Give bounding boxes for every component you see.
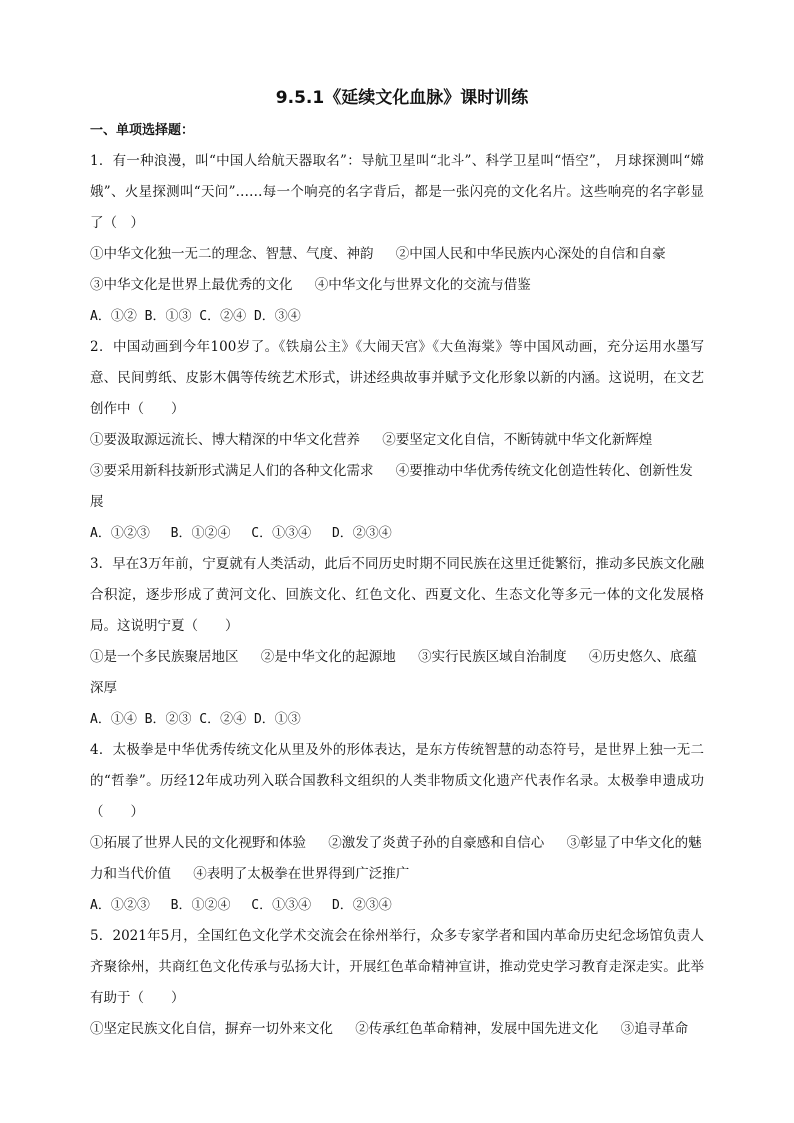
question-1 (90, 146, 704, 332)
option-statement: ③实行民族区域自治制度 (418, 649, 567, 665)
option-statement: ②传承红色革命精神，发展中国先进文化 (355, 1021, 599, 1037)
option-line (90, 828, 704, 890)
question-stem: 5．2021年5月，全国红色文化学术交流会在徐州举行，众多专家学者和国内革命历史纪念场馆负责人齐聚徐州，共商红色文化传承与弘扬大计，开展红色革命精神宣讲，推动党史学习教育走深走实。此举有助于（ ） (90, 928, 704, 1006)
option-statement: ①是一个多民族聚居地区 (90, 649, 239, 665)
option-statement: ②中国人民和中华民族内心深处的自信和自豪 (395, 246, 666, 262)
answer-choices: A．①②③ B．①②④ C．①③④ D．②③④ (90, 898, 392, 913)
option-line (90, 1014, 704, 1045)
option-statement: ④表明了太极拳在世界得到广泛推广 (193, 866, 410, 882)
option-line (90, 456, 704, 518)
option-line (90, 642, 704, 704)
option-statement: ①拓展了世界人民的文化视野和体验 (90, 835, 306, 851)
option-statement: ④历史悠久、底蕴深厚 (90, 649, 697, 696)
option-statement: ①中华文化独一无二的理念、智慧、气度、神韵 (90, 246, 374, 262)
question-4 (90, 735, 704, 921)
question-stem: 2．中国动画到今年100岁了。《铁扇公主》《大闹天宫》《大鱼海棠》等中国风动画，充分运用水墨写意、民间剪纸、皮影木偶等传统艺术形式，讲述经典故事并赋予文化形象以新的内涵。这说明，在文艺创作中（ ） (90, 339, 704, 417)
option-line (90, 425, 704, 456)
answer-choices: A．①④ B．②③ C．②④ D．①③ (90, 712, 301, 727)
answer-choices: A．①②③ B．①②④ C．①③④ D．②③④ (90, 526, 392, 541)
document-title: 9.5.1《延续文化血脉》课时训练 (275, 88, 529, 108)
option-statement: ②要坚定文化自信，不断铸就中华文化新辉煌 (382, 432, 653, 448)
option-statement: ④中华文化与世界文化的交流与借鉴 (314, 277, 531, 293)
option-statement: ④要推动中华优秀传统文化创造性转化、创新性发展 (90, 463, 693, 510)
question-3 (90, 549, 704, 735)
option-statement: ③彰显了中华文化的魅力和当代价值 (90, 835, 702, 882)
answer-choices: A．①② B．①③ C．②④ D．③④ (90, 309, 301, 324)
section-heading: 一、单项选择题： (90, 123, 195, 138)
question-5 (90, 921, 704, 1045)
document-page (90, 86, 704, 1045)
question-stem: 3．早在3万年前，宁夏就有人类活动，此后不同历史时期不同民族在这里迁徙繁衍，推动多民族文化融合积淀，逐步形成了黄河文化、回族文化、红色文化、西夏文化、生态文化等多元一体的文化发展格局。这说明宁夏（ ） (90, 556, 704, 634)
option-statement: ①要汲取源远流长、博大精深的中华文化营养 (90, 432, 360, 448)
question-stem: 1．有一种浪漫，叫“中国人给航天器取名”：导航卫星叫“北斗”、科学卫星叫“悟空”， 月球探测叫“嫦娥”、火星探测叫“天问”……每一个响亮的名字背后，都是一张闪亮的文化名片。这些响亮的名字彰显了（ ） (90, 153, 704, 231)
question-2 (90, 332, 704, 549)
option-statement: ②是中华文化的起源地 (260, 649, 396, 665)
option-statement: ①坚定民族文化自信，摒弃一切外来文化 (90, 1021, 333, 1037)
question-stem: 4．太极拳是中华优秀传统文化从里及外的形体表达，是东方传统智慧的动态符号，是世界上独一无二的“哲拳”。历经12年成功列入联合国教科文组织的人类非物质文化遗产代表作名录。太极拳申遗成功（ ） (90, 742, 704, 820)
option-line (90, 239, 704, 270)
option-statement: ③追寻革命 (620, 1021, 689, 1037)
option-statement: ②激发了炎黄子孙的自豪感和自信心 (328, 835, 545, 851)
option-statement: ③中华文化是世界上最优秀的文化 (90, 277, 293, 293)
option-statement: ③要采用新科技新形式满足人们的各种文化需求 (90, 463, 374, 479)
option-line (90, 270, 704, 301)
